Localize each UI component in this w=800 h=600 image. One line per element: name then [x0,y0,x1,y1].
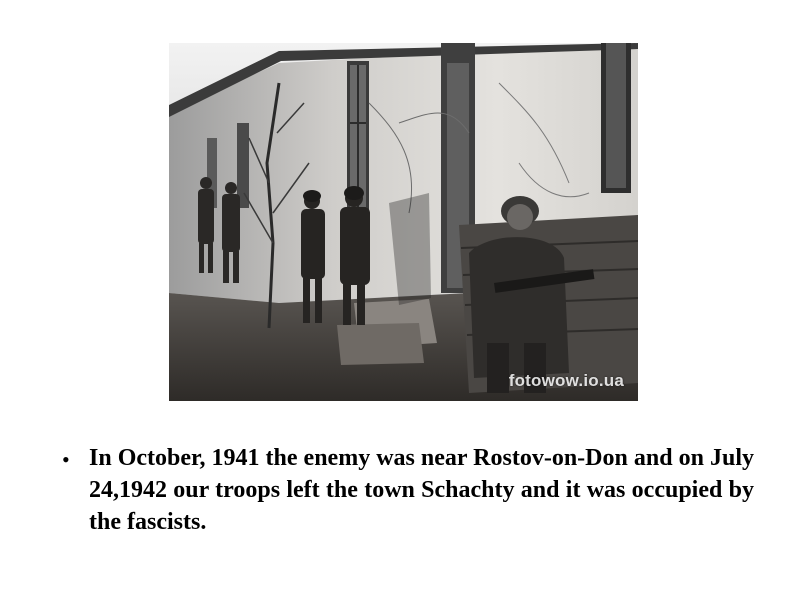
historical-photo [169,43,638,401]
photo-watermark: fotowow.io.ua [508,371,624,390]
bullet-marker: • [62,447,70,472]
bullet-item [62,442,754,538]
bullet-text: In October, 1941 the enemy was near Rostov-on-Don and on July 24,1942 our troops left the town Schachty and it was occupied by the fascists. [89,445,754,535]
bullet-list [62,442,754,538]
photo-illustration [169,43,638,401]
